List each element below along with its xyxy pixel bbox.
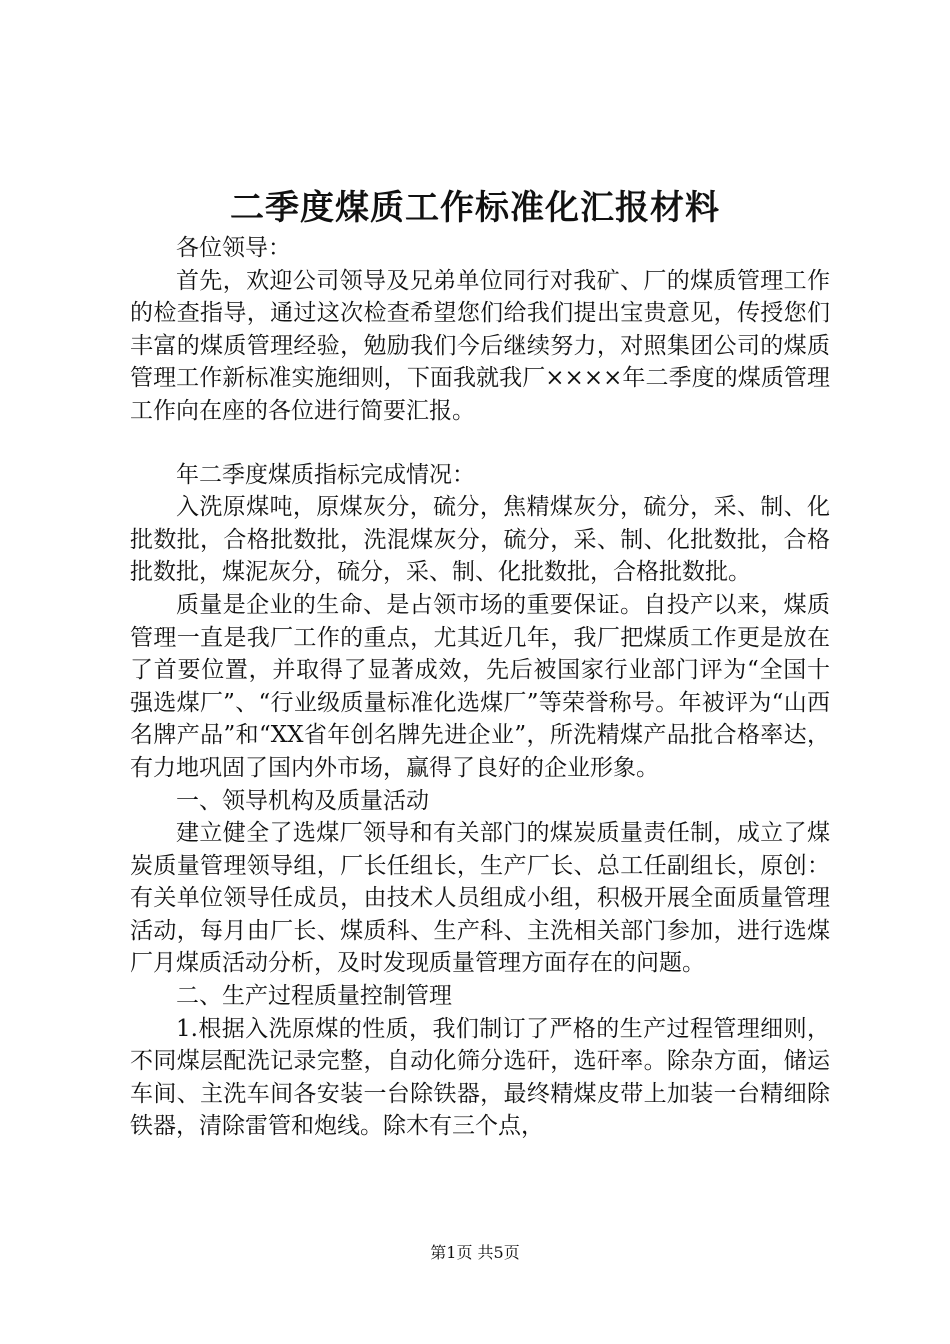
section-heading-leadership: 一、领导机构及质量活动 [176,787,429,814]
paragraph-indicators: 入洗原煤吨，原煤灰分，硫分，焦精煤灰分，硫分，采、制、化批数批，合格批数批，洗混煤灰分，硫分，采、制、化批数批，合格批数批，煤泥灰分，硫分，采、制、化批数批，合格批数批。 [130,494,830,586]
paragraph-quality: 质量是企业的生命、是占领市场的重要保证。自投产以来，煤质管理一直是我厂工作的重点，尤其近几年，我厂把煤质工作更是放在了首要位置，并取得了显著成效，先后被国家行业部门评为“全国十强选煤厂”、“行业级质量标准化选煤厂”等荣誉称号。年被评为“山西名牌产品”和“XX省年创名牌先进企业”，所洗精煤产品批合格率达，有力地巩固了国内外市场，赢得了良好的企业形象。 [130,591,830,781]
paragraph-intro: 首先，欢迎公司领导及兄弟单位同行对我矿、厂的煤质管理工作的检查指导，通过这次检查希望您们给我们提出宝贵意见，传授您们丰富的煤质管理经验，勉励我们今后继续努力，对照集团公司的煤质管理工作新标准实施细则，下面我就我厂××××年二季度的煤质管理工作向在座的各位进行简要汇报。 [130,267,830,424]
page-footer: 第1页 共5页 [430,1243,520,1262]
document-title: 二季度煤质工作标准化汇报材料 [230,188,720,228]
section-heading-production: 二、生产过程质量控制管理 [176,983,452,1010]
salutation: 各位领导： [176,235,291,261]
paragraph-production: 1.根据入洗原煤的性质，我们制订了严格的生产过程管理细则，不同煤层配洗记录完整，自动化筛分选矸，选矸率。除杂方面，储运车间、主洗车间各安装一台除铁器，最终精煤皮带上加装一台精细除铁器，清除雷管和炮线。除木有三个点， [130,1015,830,1140]
section-heading-indicators: 年二季度煤质指标完成情况： [176,461,475,488]
document-body [130,232,830,1143]
paragraph-leadership: 建立健全了选煤厂领导和有关部门的煤炭质量责任制，成立了煤炭质量管理领导组，厂长任组长，生产厂长、总工任副组长，原创：有关单位领导任成员，由技术人员组成小组，积极开展全面质量管理活动，每月由厂长、煤质科、生产科、主洗相关部门参加，进行选煤厂月煤质活动分析，及时发现质量管理方面存在的问题。 [130,820,830,977]
paragraph-gap [130,428,830,459]
